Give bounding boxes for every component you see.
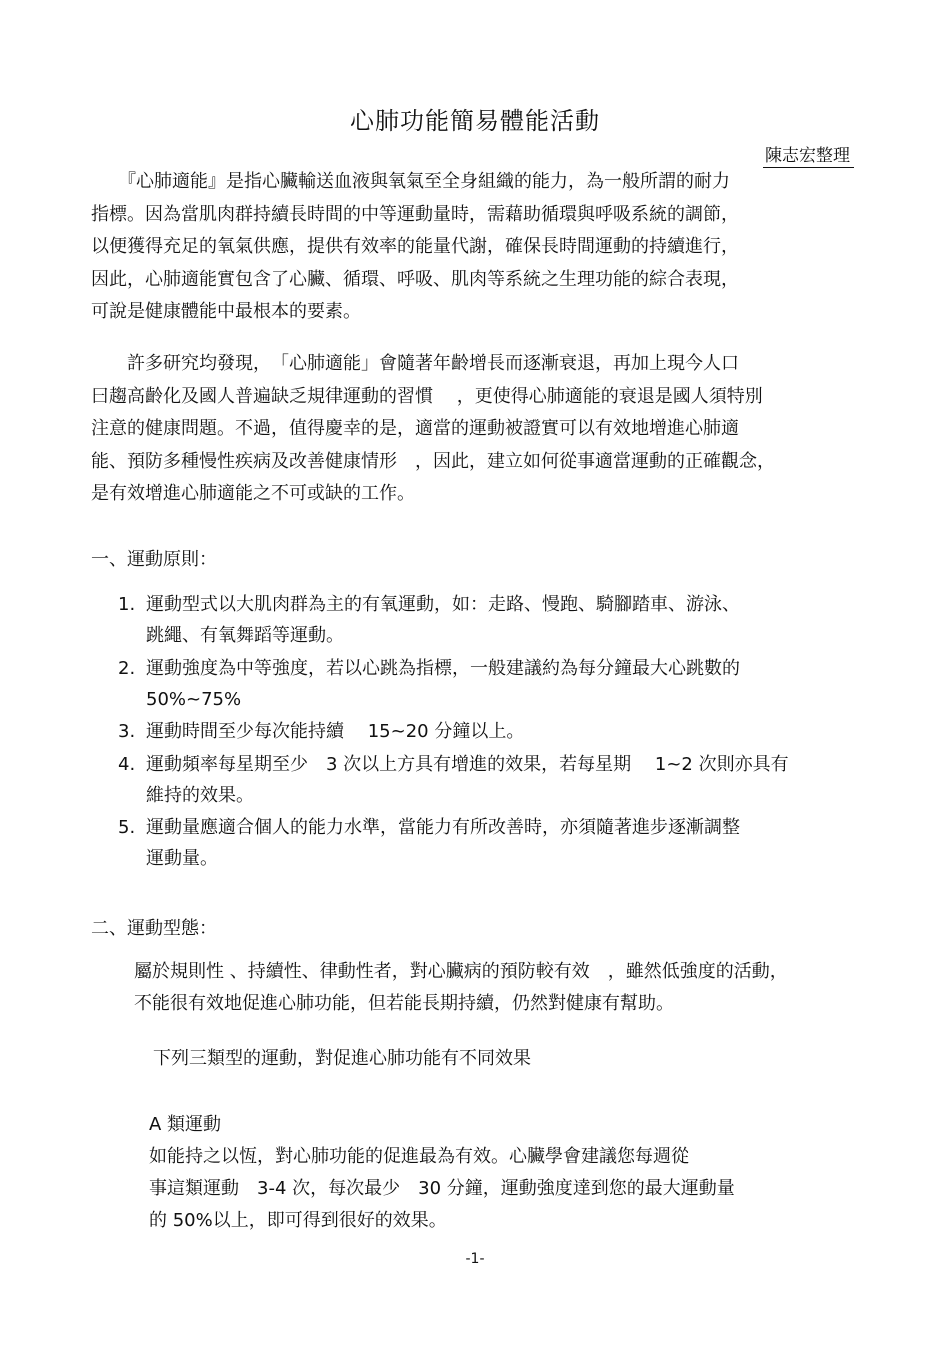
types-description bbox=[134, 956, 788, 1020]
paragraph-line: 的 50%以上，即可得到很好的效果。 bbox=[149, 1210, 447, 1231]
page-title: 心肺功能簡易體能活動 bbox=[350, 107, 600, 135]
list-line: 運動量應適合個人的能力水準，當能力有所改善時，亦須隨著進步逐漸調整 bbox=[146, 817, 740, 839]
list-line: 運動時間至少每次能持續 15~20 分鐘以上。 bbox=[146, 721, 525, 743]
paragraph-line: 能、預防多種慢性疾病及改善健康情形 ，因此，建立如何從事適當運動的正確觀念， bbox=[91, 450, 775, 472]
intro-paragraph-2 bbox=[91, 348, 861, 511]
paragraph-line: 屬於規則性 、持續性、律動性者，對心臟病的預防較有效 ，雖然低強度的活動， bbox=[134, 961, 788, 982]
list-number: 2. bbox=[118, 657, 136, 679]
list-number: 4. bbox=[118, 753, 136, 775]
type-a-description bbox=[149, 1141, 735, 1237]
list-item bbox=[118, 749, 863, 811]
paragraph-line: 如能持之以恆，對心肺功能的促進最為有效。心臟學會建議您每週從 bbox=[149, 1146, 689, 1167]
paragraph-line: 指標。因為當肌肉群持續長時間的中等運動量時，需藉助循環與呼吸系統的調節， bbox=[91, 203, 739, 225]
list-line: 運動型式以大肌肉群為主的有氧運動，如：走路、慢跑、騎腳踏車、游泳、 bbox=[146, 594, 740, 615]
paragraph-line: 『心肺適能』是指心臟輸送血液與氧氣至全身組織的能力，為一般所謂的耐力 bbox=[91, 171, 730, 192]
paragraph-line: 可說是健康體能中最根本的要素。 bbox=[91, 301, 361, 322]
list-line: 運動量。 bbox=[146, 848, 218, 870]
types-intro: 下列三類型的運動，對促進心肺功能有不同效果 bbox=[153, 1048, 531, 1069]
list-line: 維持的效果。 bbox=[146, 784, 254, 806]
list-line: 跳繩、有氧舞蹈等運動。 bbox=[146, 625, 344, 646]
list-number: 1. bbox=[118, 594, 136, 615]
intro-paragraph-1 bbox=[91, 166, 861, 329]
section-heading-types: 二、運動型態： bbox=[91, 918, 217, 939]
section-heading-principles: 一、運動原則： bbox=[91, 549, 217, 570]
list-item bbox=[118, 653, 863, 715]
list-item bbox=[118, 812, 863, 874]
paragraph-line: 注意的健康問題。不過，值得慶幸的是，適當的運動被證實可以有效地增進心肺適 bbox=[91, 418, 739, 439]
paragraph-line: 以便獲得充足的氧氣供應，提供有效率的能量代謝，確保長時間運動的持續進行， bbox=[91, 236, 739, 257]
list-item bbox=[118, 716, 863, 747]
list-number: 3. bbox=[118, 721, 136, 743]
type-a-heading: A 類運動 bbox=[149, 1114, 222, 1135]
list-line: 50%~75% bbox=[146, 688, 242, 710]
paragraph-line: 事這類運動 3-4 次，每次最少 30 分鐘，運動強度達到您的最大運動量 bbox=[149, 1178, 735, 1199]
paragraph-line: 是有效增進心肺適能之不可或缺的工作。 bbox=[91, 483, 415, 504]
paragraph-line: 因此，心肺適能實包含了心臟、循環、呼吸、肌肉等系統之生理功能的綜合表現， bbox=[91, 268, 739, 290]
list-item bbox=[118, 589, 863, 651]
compiler-credit: 陳志宏整理 bbox=[763, 141, 854, 168]
list-number: 5. bbox=[118, 817, 136, 839]
paragraph-line: 曰趨高齡化及國人普遍缺乏規律運動的習慣 ，更使得心肺適能的衰退是國人須特別 bbox=[91, 385, 763, 407]
paragraph-line: 不能很有效地促進心肺功能，但若能長期持續，仍然對健康有幫助。 bbox=[134, 993, 674, 1014]
page-number: -1- bbox=[465, 1251, 485, 1267]
principles-list bbox=[118, 589, 863, 876]
paragraph-line: 許多研究均發現， 「心肺適能」會隨著年齡增長而逐漸衰退，再加上現今人口 bbox=[91, 353, 739, 374]
list-line: 運動強度為中等強度，若以心跳為指標，一般建議約為每分鐘最大心跳數的 bbox=[146, 657, 740, 679]
list-line: 運動頻率每星期至少 3 次以上方具有增進的效果，若每星期 1~2 次則亦具有 bbox=[146, 753, 789, 775]
